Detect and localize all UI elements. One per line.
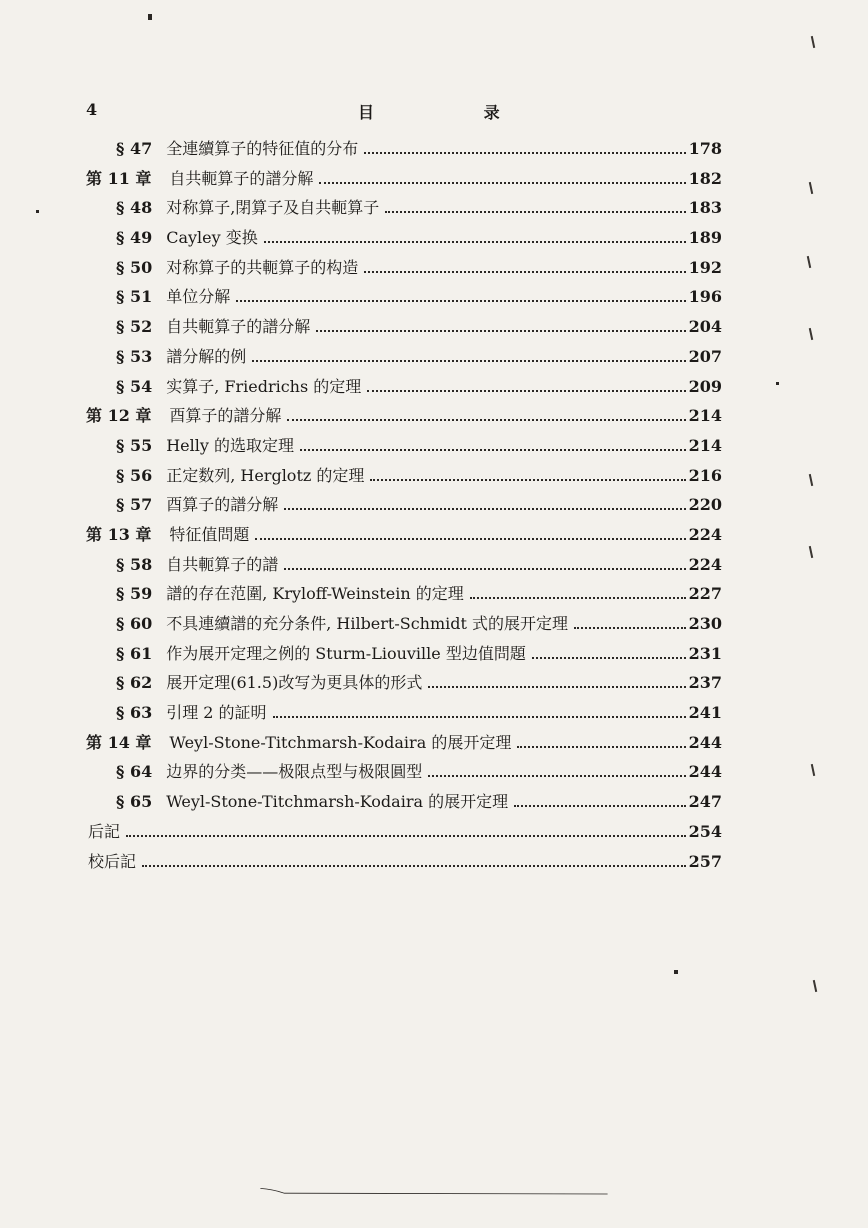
entry-title: 展开定理(61.5)改写为更具体的形式 xyxy=(166,673,423,693)
dot-leader xyxy=(316,329,685,332)
section-number: § 63 xyxy=(116,703,153,723)
toc-entry-section xyxy=(86,492,722,522)
dot-leader xyxy=(300,448,686,451)
dot-leader xyxy=(370,478,685,481)
margin-mark xyxy=(809,328,813,340)
toc-entry-section xyxy=(86,641,722,671)
entry-page-number: 182 xyxy=(688,168,722,188)
toc-entry-section xyxy=(86,700,722,730)
toc-entry-section xyxy=(86,255,722,285)
running-title: 目 录 xyxy=(358,103,552,122)
entry-page-number: 183 xyxy=(688,198,722,218)
toc-entry-section xyxy=(86,581,722,611)
entry-page-number: 244 xyxy=(688,762,722,782)
dot-leader xyxy=(517,745,685,748)
entry-title: 后記 xyxy=(88,821,121,841)
margin-mark xyxy=(811,36,815,48)
margin-mark xyxy=(809,182,813,194)
entry-title: Cayley 变换 xyxy=(166,228,258,248)
toc-entry-section xyxy=(86,374,722,404)
dot-leader xyxy=(252,359,685,362)
scan-speck xyxy=(148,14,152,20)
margin-mark xyxy=(811,764,815,776)
margin-mark xyxy=(807,256,811,268)
section-number: § 59 xyxy=(116,584,153,604)
dot-leader xyxy=(428,774,685,777)
toc-entry-section xyxy=(86,314,722,344)
entry-page-number: 237 xyxy=(688,673,722,693)
entry-title: 譜分解的例 xyxy=(166,346,247,366)
entry-page-number: 231 xyxy=(688,643,722,663)
entry-page-number: 209 xyxy=(688,376,722,396)
toc-entry-section xyxy=(86,611,722,641)
entry-title: 自共軛算子的譜 xyxy=(166,554,279,574)
toc-entry-chapter xyxy=(86,166,722,196)
entry-title: 对称算子,閉算子及自共軛算子 xyxy=(166,198,380,218)
entry-title: 不具連續譜的充分条件, Hilbert-Schmidt 式的展开定理 xyxy=(166,614,569,633)
entry-page-number: 244 xyxy=(688,732,722,752)
entry-title: Weyl-Stone-Titchmarsh-Kodaira 的展开定理 xyxy=(169,732,512,752)
entry-page-number: 257 xyxy=(688,851,722,871)
entry-page-number: 227 xyxy=(688,584,722,604)
dot-leader xyxy=(255,537,685,540)
entry-page-number: 178 xyxy=(688,139,722,158)
dot-leader xyxy=(364,270,685,273)
entry-page-number: 230 xyxy=(688,614,722,633)
scan-speck xyxy=(36,210,39,213)
dot-leader xyxy=(287,418,685,421)
section-number: § 47 xyxy=(116,139,153,158)
section-number: § 62 xyxy=(116,673,153,693)
section-number: § 53 xyxy=(116,346,153,366)
margin-mark xyxy=(813,980,817,992)
section-number: § 56 xyxy=(116,465,153,485)
entry-page-number: 196 xyxy=(688,287,722,307)
entry-title: 酉算子的譜分解 xyxy=(169,406,282,426)
dot-leader xyxy=(364,151,685,154)
section-number: § 61 xyxy=(116,643,153,663)
entry-title: 对称算子的共軛算子的构造 xyxy=(166,257,359,277)
entry-title: 自共軛算子的譜分解 xyxy=(166,317,311,337)
toc-entry-section xyxy=(86,759,722,789)
section-number: § 50 xyxy=(116,257,153,277)
margin-mark xyxy=(809,474,813,486)
toc-entry-section xyxy=(86,463,722,493)
toc-entry-chapter xyxy=(86,403,722,433)
entry-title: 单位分解 xyxy=(166,287,231,307)
toc-entry-chapter xyxy=(86,730,722,760)
chapter-number: 第 13 章 xyxy=(86,524,152,544)
entry-title: 引理 2 的証明 xyxy=(166,703,267,723)
section-number: § 48 xyxy=(116,198,153,218)
entry-page-number: 224 xyxy=(688,524,722,544)
dot-leader xyxy=(284,507,685,510)
dot-leader xyxy=(142,864,686,867)
entry-page-number: 224 xyxy=(688,554,722,574)
page-bottom-edge xyxy=(0,1186,868,1198)
chapter-number: 第 12 章 xyxy=(86,406,152,426)
dot-leader xyxy=(273,715,686,718)
toc-entry-section xyxy=(86,136,722,166)
entry-title: Weyl-Stone-Titchmarsh-Kodaira 的展开定理 xyxy=(166,792,509,812)
entry-title: 全連續算子的特征值的分布 xyxy=(166,139,359,158)
entry-title: 作为展开定理之例的 Sturm-Liouville 型边值問題 xyxy=(166,643,526,663)
dot-leader xyxy=(385,210,685,213)
toc-entry-section xyxy=(86,344,722,374)
section-number: § 65 xyxy=(116,792,153,812)
dot-leader xyxy=(264,240,686,243)
entry-page-number: 254 xyxy=(688,821,722,841)
dot-leader xyxy=(126,834,686,837)
table-of-contents xyxy=(86,136,722,878)
toc-entry-misc xyxy=(86,849,722,879)
entry-title: 校后記 xyxy=(88,851,137,871)
chapter-number: 第 11 章 xyxy=(86,168,152,188)
entry-page-number: 189 xyxy=(688,228,722,248)
page-number: 4 xyxy=(86,100,98,119)
section-number: § 64 xyxy=(116,762,153,782)
entry-title: Helly 的选取定理 xyxy=(166,435,294,455)
entry-page-number: 216 xyxy=(688,465,722,485)
dot-leader xyxy=(532,656,686,659)
entry-page-number: 214 xyxy=(688,435,722,455)
section-number: § 60 xyxy=(116,614,153,633)
entry-page-number: 214 xyxy=(688,406,722,426)
toc-entry-chapter xyxy=(86,522,722,552)
entry-page-number: 207 xyxy=(688,346,722,366)
dot-leader xyxy=(319,181,685,184)
section-number: § 58 xyxy=(116,554,153,574)
entry-page-number: 192 xyxy=(688,257,722,277)
entry-title: 正定数列, Herglotz 的定理 xyxy=(166,465,365,485)
dot-leader xyxy=(470,596,686,599)
entry-page-number: 204 xyxy=(688,317,722,337)
toc-entry-misc xyxy=(86,819,722,849)
entry-title: 譜的存在范圍, Kryloff-Weinstein 的定理 xyxy=(166,584,464,604)
section-number: § 55 xyxy=(116,435,153,455)
entry-title: 边界的分类——极限点型与极限圓型 xyxy=(166,762,423,782)
dot-leader xyxy=(514,804,685,807)
dot-leader xyxy=(428,685,685,688)
entry-title: 实算子, Friedrichs 的定理 xyxy=(166,376,362,396)
section-number: § 52 xyxy=(116,317,153,337)
toc-entry-section xyxy=(86,433,722,463)
entry-title: 自共軛算子的譜分解 xyxy=(169,168,314,188)
toc-entry-section xyxy=(86,552,722,582)
toc-entry-section xyxy=(86,225,722,255)
section-number: § 49 xyxy=(116,228,153,248)
section-number: § 54 xyxy=(116,376,153,396)
toc-entry-section xyxy=(86,284,722,314)
entry-title: 酉算子的譜分解 xyxy=(166,495,279,515)
entry-title: 特征值問題 xyxy=(169,524,250,544)
chapter-number: 第 14 章 xyxy=(86,732,152,752)
dot-leader xyxy=(284,567,685,570)
toc-entry-section xyxy=(86,789,722,819)
entry-page-number: 220 xyxy=(688,495,722,515)
section-number: § 51 xyxy=(116,287,153,307)
toc-entry-section xyxy=(86,670,722,700)
dot-leader xyxy=(574,626,686,629)
page-header xyxy=(86,100,726,122)
margin-mark xyxy=(809,546,813,558)
entry-page-number: 241 xyxy=(688,703,722,723)
scan-speck xyxy=(674,970,678,974)
section-number: § 57 xyxy=(116,495,153,515)
dot-leader xyxy=(367,389,685,392)
dot-leader xyxy=(236,299,685,302)
toc-entry-section xyxy=(86,195,722,225)
entry-page-number: 247 xyxy=(688,792,722,812)
scan-speck xyxy=(776,382,779,385)
